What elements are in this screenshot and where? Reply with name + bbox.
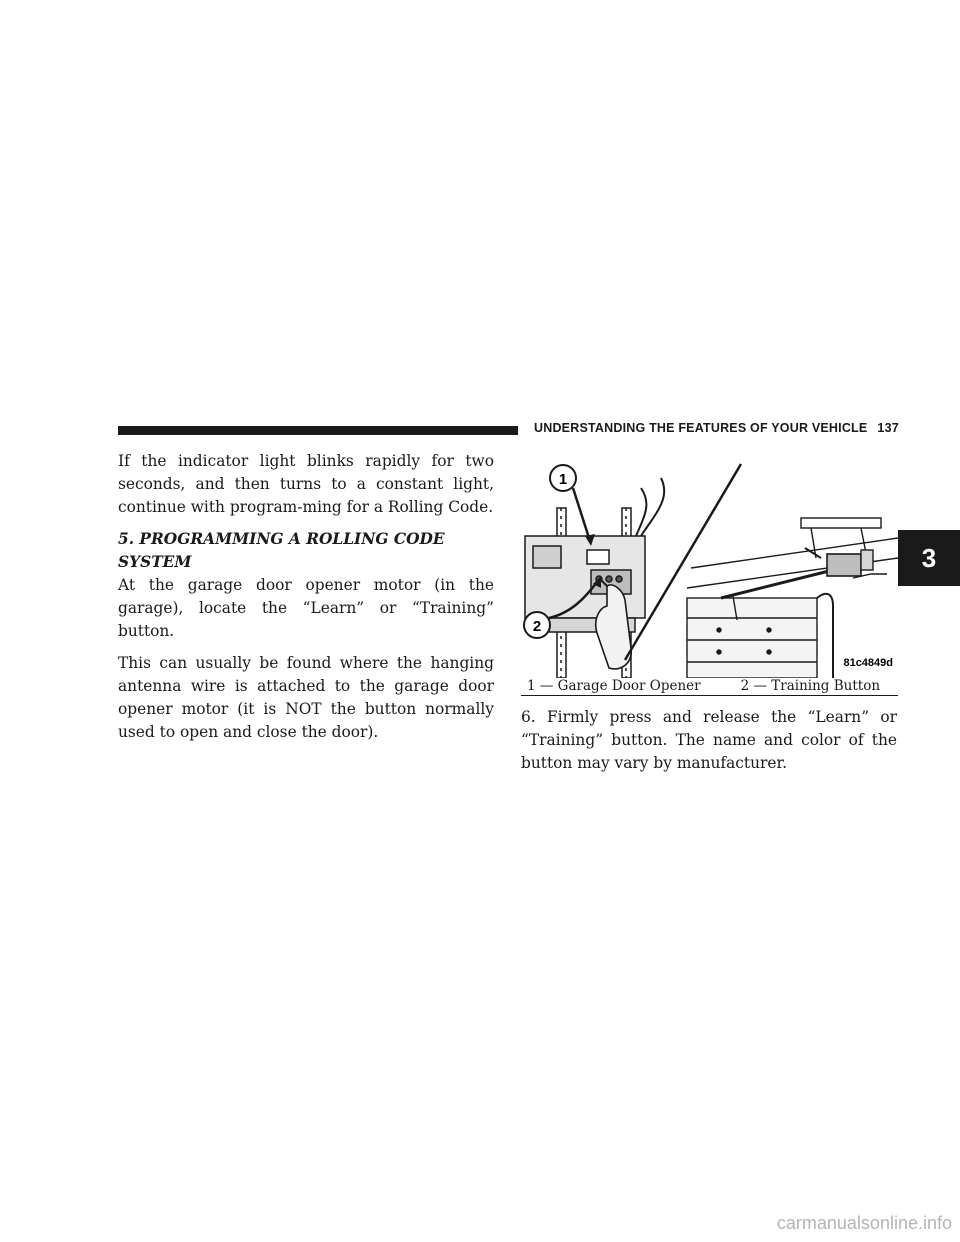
header-title: UNDERSTANDING THE FEATURES OF YOUR VEHICLE (534, 421, 868, 435)
header-rule (118, 426, 518, 435)
garage-opener-illustration (521, 458, 898, 678)
left-column (118, 450, 494, 753)
right-column (521, 706, 897, 775)
paragraph-indicator-light: If the indicator light blinks rapidly for two seconds, and then turns to a constant light, continue with program-ming for a Rolling Code. (118, 452, 494, 516)
paragraph-button-location: This can usually be found where the hanging antenna wire is attached to the garage door opener motor (it is NOT the button normally used to open and close the door). (118, 654, 494, 741)
watermark: carmanualsonline.info (776, 1213, 952, 1233)
chapter-tab: 3 (898, 530, 960, 586)
page-number: 137 (877, 421, 899, 435)
figure-code: 81c4849d (843, 657, 893, 669)
figure-caption (521, 678, 898, 696)
paragraph-press-button: 6. Firmly press and release the “Learn” or “Training” button. The name and color of the button may vary by manufacturer. (521, 708, 897, 772)
caption-garage-door-opener: 1 — Garage Door Opener (527, 678, 701, 694)
paragraph-locate-button: At the garage door opener motor (in the garage), locate the “Learn” or “Training” button. (118, 576, 494, 640)
callout-2-label: 2 (532, 618, 542, 635)
running-header (534, 421, 899, 435)
section-heading: 5. PROGRAMMING A ROLLING CODE SYSTEM (118, 530, 445, 571)
garage-opener-figure (521, 458, 898, 678)
callout-1-label: 1 (558, 471, 568, 488)
caption-training-button: 2 — Training Button (740, 678, 881, 694)
